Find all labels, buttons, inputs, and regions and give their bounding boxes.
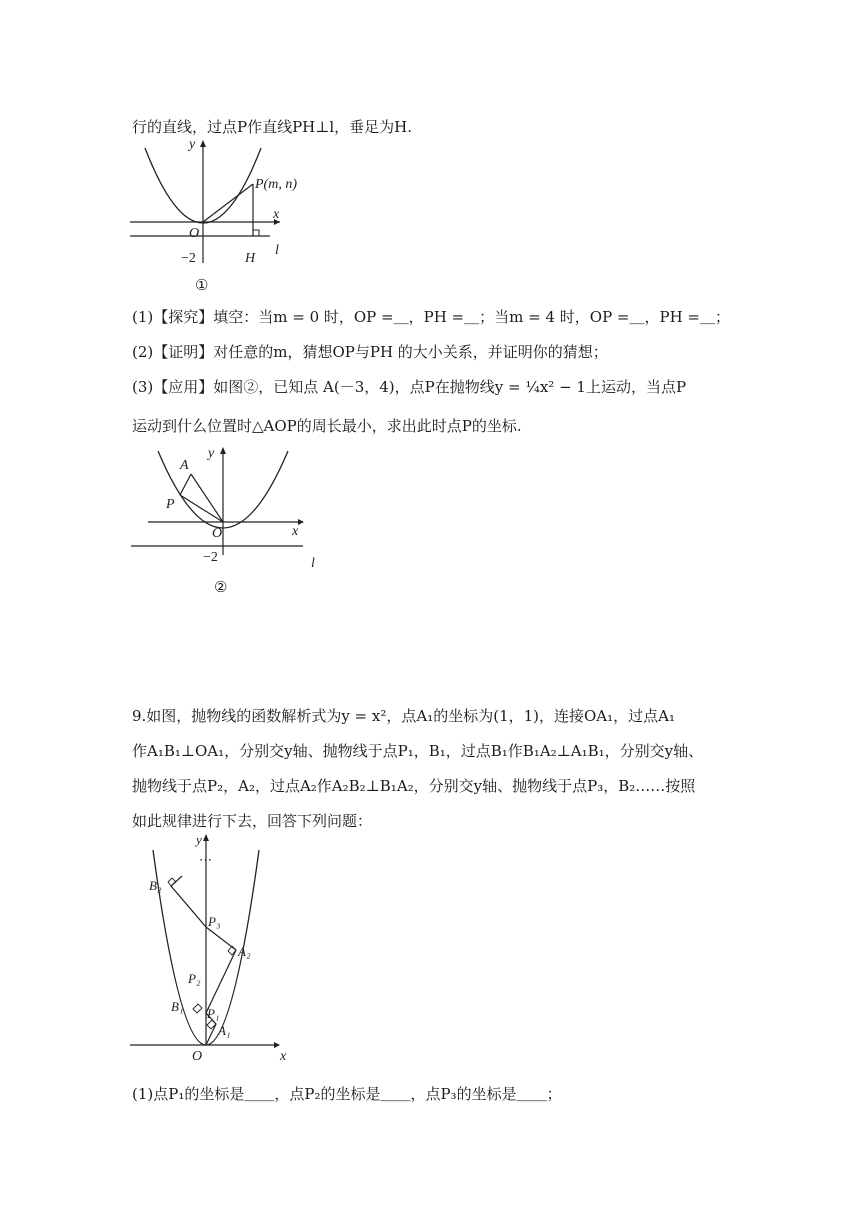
fig1-caption: ① [195,278,209,294]
fig3-x-arrow [274,1042,280,1048]
problem8-q1: (1)【探究】填空：当m = 0 时，OP =＿，PH =＿；当m = 4 时，OP =＿，PH =＿； [132,308,731,326]
fig2-segment-po [180,495,223,522]
problem9-line2: 作A₁B₁⊥OA₁，分别交y轴、抛物线于点P₁，B₁，过点B₁作B₁A₂⊥A₁B₁，分别交y轴、 [132,742,704,760]
fig3-y-arrow [203,834,209,841]
fig3-y-label: y [196,832,202,847]
fig1-point-p-label: P(m, n) [255,177,297,192]
fig2-y-label: y [208,446,215,461]
fig2-point-a-label: A [180,458,189,473]
fig3-a1-label: A₁ [218,1023,231,1038]
problem9-line1: 9.如图，抛物线的函数解析式为y = x²，点A₁的坐标为(1，1)，连接OA₁，过点A₁ [132,707,675,725]
fig1-y-label: y [189,137,196,152]
fig2-origin-label: O [212,526,223,541]
fig2-line-l-label: l [311,556,315,571]
fig2-x-label: x [292,524,299,539]
fig1-y-arrow [200,140,206,147]
fig1-segment-op [203,184,253,222]
fig3-p1-label: P₁ [207,1006,220,1021]
fig3-b2-label: B₂ [149,878,162,893]
fig3-x-label: x [280,1049,287,1064]
problem8-q3-line1: (3)【应用】如图②，已知点 A(－3，4)，点P在抛物线y = ¼x² − 1上运动，当点P [132,378,687,396]
fig1-x-label: x [273,207,280,222]
fig3-right-angle-b1 [193,1004,202,1013]
problem9-line3: 抛物线于点P₂，A₂，过点A₂作A₂B₂⊥B₁A₂，分别交y轴、抛物线于点P₃，B₂……按照 [132,777,696,795]
fig3-dots: ⋯ [199,852,212,867]
figure-3 [128,828,308,1068]
fig2-y-arrow [220,447,226,454]
fig3-a2-label: A₂ [238,944,251,959]
fig1-point-h-label: H [245,251,256,266]
fig3-b1-label: B₁ [171,999,184,1014]
fig3-p3-label: P₃ [208,914,221,929]
fig2-neg2-label: −2 [203,550,218,565]
problem8-q2: (2)【证明】对任意的m，猜想OP与PH 的大小关系，并证明你的猜想； [132,343,608,361]
fig3-p2-label: P₂ [188,971,201,986]
figure-2 [128,445,328,595]
fig2-point-p-label: P [166,497,175,512]
fig1-line-l-label: l [275,243,279,258]
problem8-q3-line2: 运动到什么位置时△AOP的周长最小，求出此时点P的坐标. [132,417,522,435]
problem8-intro: 行的直线，过点P作直线PH⊥l，垂足为H. [132,118,413,136]
problem9-line4: 如此规律进行下去，回答下列问题： [132,812,373,830]
fig2-caption: ② [214,580,228,596]
figure-1 [125,138,325,298]
fig1-right-angle [253,230,259,236]
problem9-q1: (1)点P₁的坐标是＿＿，点P₂的坐标是＿＿，点P₃的坐标是＿＿； [132,1085,562,1103]
fig3-origin-label: O [192,1049,203,1064]
fig1-origin-label: O [189,226,200,241]
fig3-zigzag [171,876,236,1045]
fig2-segment-ap [180,474,191,495]
fig1-neg2-label: −2 [181,251,196,266]
fig2-x-arrow [298,519,304,525]
